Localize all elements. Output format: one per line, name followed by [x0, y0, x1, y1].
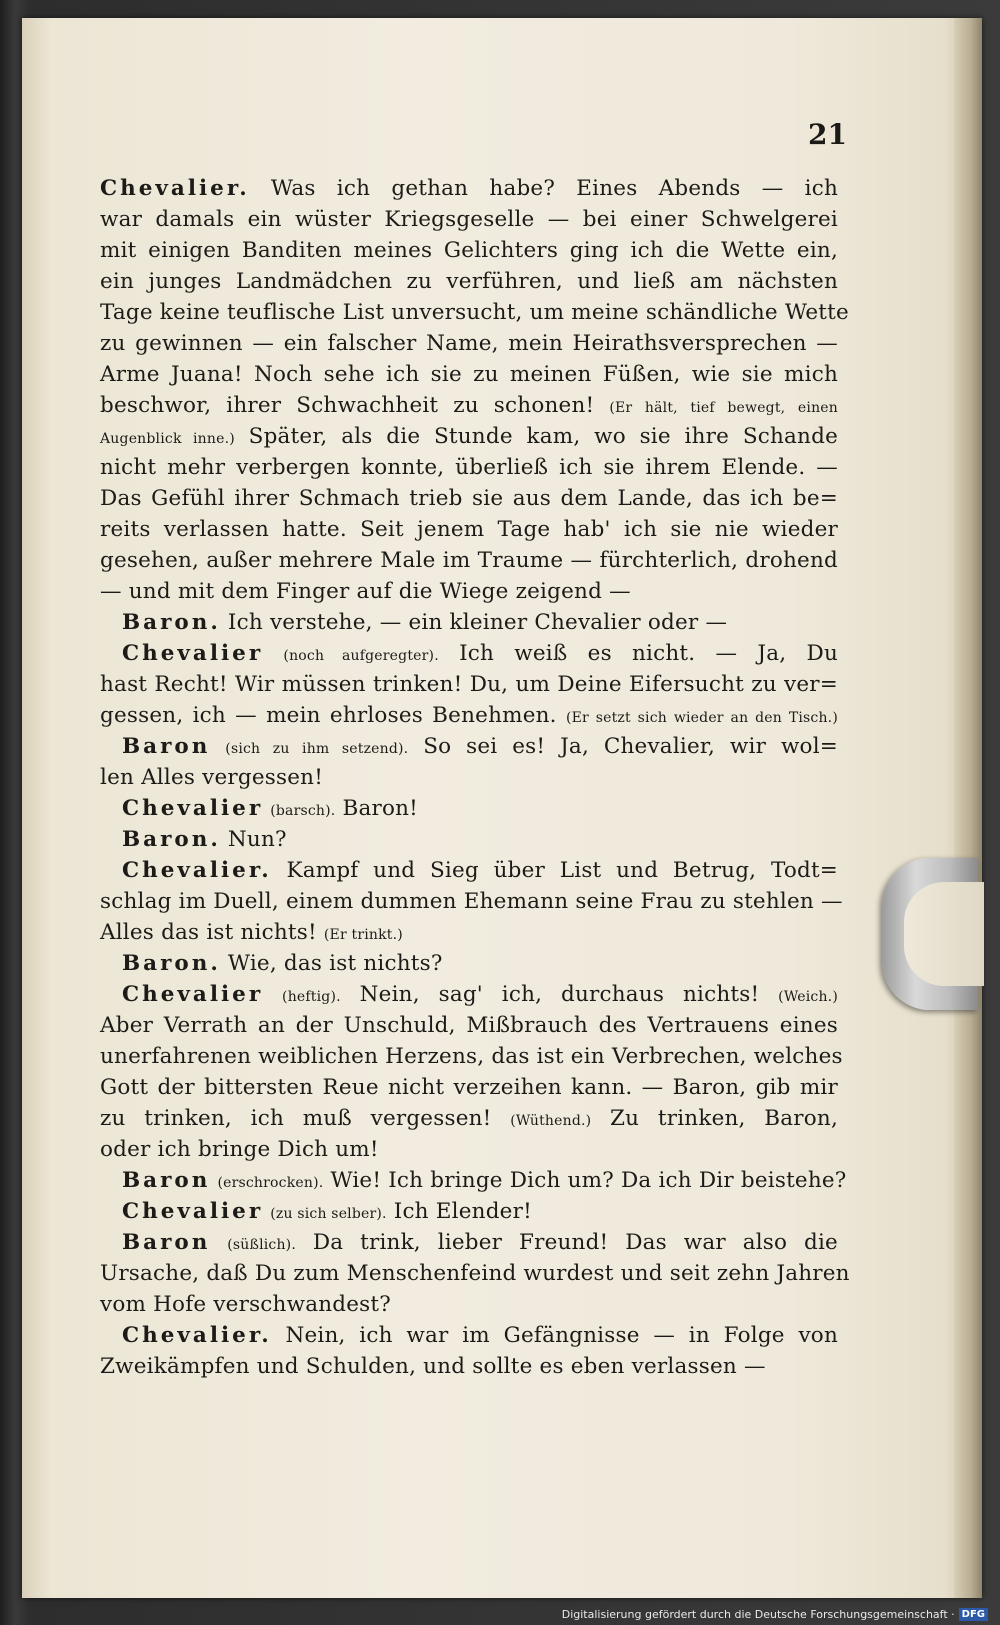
line-text: Da trink, lieber Freund! Das war also die	[296, 1230, 838, 1255]
text-line	[100, 793, 838, 824]
speaker-name: Chevalier.	[122, 858, 272, 883]
text-line	[100, 886, 843, 917]
text-line	[100, 948, 838, 979]
text-line	[100, 266, 838, 297]
text-line	[100, 917, 838, 948]
line-text	[210, 1230, 227, 1255]
page-edge	[954, 18, 982, 1598]
text-line	[100, 576, 838, 607]
line-text: Zweikämpfen und Schulden, und sollte es eben verlassen —	[100, 1354, 766, 1379]
line-text: Alles das ist nichts!	[100, 920, 324, 945]
line-text	[210, 734, 225, 759]
stage-direction: (Er trinkt.)	[323, 927, 403, 943]
line-text: unerfahrenen weiblichen Herzens, das ist ein Verbrechen, welches	[100, 1044, 843, 1069]
text-line	[100, 1351, 838, 1382]
line-text: Ich verstehe, — ein kleiner Chevalier oder —	[220, 610, 728, 635]
text-line	[100, 514, 838, 545]
page-clip	[882, 858, 978, 1010]
stage-direction: (zu sich selber).	[270, 1206, 387, 1222]
speaker-name: Chevalier	[122, 1199, 264, 1224]
stage-direction: (noch aufgeregter).	[283, 648, 439, 664]
line-text	[263, 982, 282, 1007]
speaker-name: Baron	[122, 1168, 211, 1193]
text-line	[100, 545, 838, 576]
speaker-name: Baron.	[122, 951, 221, 976]
text-line	[100, 607, 838, 638]
line-text: hast Recht! Wir müssen trinken! Du, um Deine Eifersucht zu ver=	[100, 672, 838, 697]
text-line	[100, 390, 838, 421]
line-text: Baron!	[335, 796, 419, 821]
line-text: Nein, ich war im Gefängnisse — in Folge von	[271, 1323, 838, 1348]
text-line	[100, 452, 838, 483]
line-text: Gott der bittersten Reue nicht verzeihen kann. — Baron, gib mir	[100, 1075, 838, 1100]
stage-direction: (süßlich).	[227, 1237, 296, 1253]
speaker-name: Chevalier	[122, 796, 264, 821]
text-line	[100, 669, 838, 700]
line-text: Was ich gethan habe? Eines Abends — ich	[249, 176, 838, 201]
speaker-name: Chevalier.	[100, 176, 250, 201]
line-text: Aber Verrath an der Unschuld, Mißbrauch des Vertrauens eines	[100, 1013, 838, 1038]
text-line	[100, 979, 838, 1010]
stage-direction: (Er setzt sich wieder an den Tisch.)	[565, 710, 838, 726]
line-text: mit einigen Banditen meines Gelichters ging ich die Wette ein,	[100, 238, 838, 263]
line-text: Nun?	[220, 827, 287, 852]
speaker-name: Chevalier	[122, 641, 264, 666]
text-line	[100, 824, 838, 855]
line-text: Arme Juana! Noch sehe ich sie zu meinen Füßen, wie sie mich	[100, 362, 838, 387]
line-text: Kampf und Sieg über List und Betrug, Todt=	[271, 858, 838, 883]
text-line	[100, 762, 838, 793]
text-body	[100, 173, 850, 1382]
line-text: Ursache, daß Du zum Menschenfeind wurdest und seit zehn Jahren	[100, 1261, 850, 1286]
speaker-name: Baron	[122, 1230, 211, 1255]
text-line	[100, 1196, 838, 1227]
text-line	[100, 1134, 838, 1165]
text-line	[100, 638, 838, 669]
stage-direction: (erschrocken).	[217, 1175, 324, 1191]
stage-direction: (Weich.)	[778, 989, 838, 1005]
text-line	[100, 731, 838, 762]
stage-direction: (barsch).	[270, 803, 336, 819]
text-line	[100, 1289, 838, 1320]
line-text: zu gewinnen — ein falscher Name, mein Heirathsversprechen —	[100, 331, 838, 356]
line-text: beschwor, ihrer Schwachheit zu schonen!	[100, 393, 610, 418]
text-line	[100, 328, 838, 359]
line-text: oder ich bringe Dich um!	[100, 1137, 379, 1162]
line-text: gesehen, außer mehrere Male im Traume — fürchterlich, drohend	[100, 548, 838, 573]
text-line	[100, 1165, 847, 1196]
text-line	[100, 204, 838, 235]
stage-direction: (Wüthend.)	[510, 1113, 592, 1129]
text-line	[100, 1320, 838, 1351]
line-text: Tage keine teuflische List unversucht, um meine schändliche Wette	[100, 300, 849, 325]
stage-direction: Augenblick inne.)	[100, 431, 235, 447]
text-line	[100, 483, 838, 514]
text-line	[100, 421, 838, 452]
text-line	[100, 359, 838, 390]
line-text: Ich Elender!	[386, 1199, 532, 1224]
line-text: Später, als die Stunde kam, wo sie ihre Schande	[234, 424, 838, 449]
page-number: 21	[808, 118, 847, 151]
line-text: Ich weiß es nicht. — Ja, Du	[438, 641, 838, 666]
dfg-logo: DFG	[959, 1608, 988, 1621]
speaker-name: Baron.	[122, 827, 221, 852]
speaker-name: Chevalier	[122, 982, 264, 1007]
line-text: Wie! Ich bringe Dich um? Da ich Dir beistehe?	[323, 1168, 847, 1193]
stage-direction: (sich zu ihm setzend).	[225, 741, 409, 757]
line-text: gessen, ich — mein ehrloses Benehmen.	[100, 703, 566, 728]
text-line	[100, 700, 838, 731]
line-text: schlag im Duell, einem dummen Ehemann seine Frau zu stehlen —	[100, 889, 843, 914]
speaker-name: Baron.	[122, 610, 221, 635]
line-text: Wie, das ist nichts?	[220, 951, 443, 976]
text-line	[100, 1041, 843, 1072]
text-line	[100, 1258, 850, 1289]
line-text: len Alles vergessen!	[100, 765, 324, 790]
stage-direction: (heftig).	[282, 989, 341, 1005]
line-text: — und mit dem Finger auf die Wiege zeigend —	[100, 579, 631, 604]
text-line	[100, 297, 849, 328]
line-text: Zu trinken, Baron,	[591, 1106, 838, 1131]
line-text: Das Gefühl ihrer Schmach trieb sie aus dem Lande, das ich be=	[100, 486, 838, 511]
text-line	[100, 235, 838, 266]
line-text: war damals ein wüster Kriegsgeselle — bei einer Schwelgerei	[100, 207, 838, 232]
line-text: ein junges Landmädchen zu verführen, und ließ am nächsten	[100, 269, 838, 294]
footer	[562, 1608, 988, 1621]
text-line	[100, 1072, 838, 1103]
stage-direction: (Er hält, tief bewegt, einen	[609, 400, 838, 416]
line-text: vom Hofe verschwandest?	[100, 1292, 391, 1317]
text-line	[100, 1227, 838, 1258]
line-text	[263, 641, 283, 666]
line-text: nicht mehr verbergen konnte, überließ ich sie ihrem Elende. —	[100, 455, 838, 480]
text-line	[100, 855, 838, 886]
speaker-name: Chevalier.	[122, 1323, 272, 1348]
text-line	[100, 1103, 838, 1134]
line-text: zu trinken, ich muß vergessen!	[100, 1106, 511, 1131]
text-line	[100, 173, 838, 204]
line-text: So sei es! Ja, Chevalier, wir wol=	[408, 734, 838, 759]
line-text: reits verlassen hatte. Seit jenem Tage hab' ich sie nie wieder	[100, 517, 838, 542]
text-line	[100, 1010, 838, 1041]
speaker-name: Baron	[122, 734, 211, 759]
line-text: Nein, sag' ich, durchaus nichts!	[340, 982, 779, 1007]
footer-text: Digitalisierung gefördert durch die Deutsche Forschungsgemeinschaft ·	[561, 1608, 955, 1621]
